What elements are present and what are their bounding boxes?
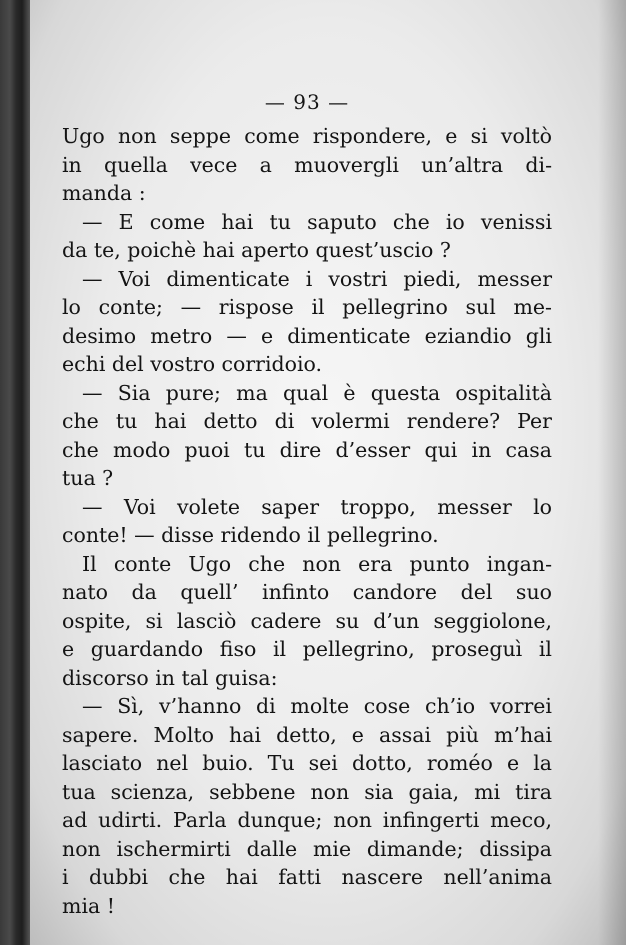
text-line: — Sia pure; ma qual è questa ospitalità: [82, 380, 552, 405]
text-line: che tu hai detto di volermi rendere? Per: [62, 409, 552, 433]
text-line: in quella vece a muovergli un’altra di-: [62, 152, 552, 177]
page-number: — 93 —: [264, 90, 350, 114]
text-line: lo conte; — rispose il pellegrino sul me-: [62, 295, 552, 319]
text-line: sapere. Molto hai detto, e assai più m’hai: [62, 722, 552, 747]
text-line: che modo puoi tu dire d’esser qui in casa: [62, 437, 552, 462]
text-line: ad udirti. Parla dunque; non infingerti meco,: [62, 808, 552, 832]
text-line: non ischermirti dalle mie dimande; dissipa: [62, 836, 552, 861]
text-line: — Sì, v’hanno di molte cose ch’io vorrei: [82, 694, 552, 718]
text-line: Il conte Ugo che non era punto ingan-: [82, 551, 552, 576]
page-text-block: [62, 88, 552, 920]
book-spine-edge: [0, 0, 30, 945]
text-line: tua scienza, sebbene non sia gaia, mi tira: [62, 779, 552, 804]
text-line: desimo metro — e dimenticate eziandio gli: [62, 323, 552, 348]
text-line: echi del vostro corridoio.: [62, 352, 323, 376]
text-line: nato da quell’ infinto candore del suo: [62, 580, 552, 604]
text-line: mia !: [62, 893, 115, 918]
text-line: ospite, si lasciò cadere su d’un seggiolone,: [62, 608, 552, 633]
text-line: lasciato nel buio. Tu sei dotto, roméo e la: [62, 751, 552, 775]
text-line: — Voi volete saper troppo, messer lo: [82, 494, 552, 519]
text-line: — Voi dimenticate i vostri piedi, messer: [82, 266, 552, 291]
body-text: [62, 122, 552, 920]
text-line: Ugo non seppe come rispondere, e si voltò: [62, 124, 552, 148]
text-line: da te, poichè hai aperto quest’uscio ?: [62, 238, 451, 262]
text-line: — E come hai tu saputo che io venissi: [82, 209, 552, 234]
text-line: manda :: [62, 181, 146, 205]
text-line: conte! — disse ridendo il pellegrino.: [62, 523, 439, 547]
text-line: discorso in tal guisa:: [62, 665, 278, 690]
page-paper: [30, 0, 626, 945]
text-line: tua ?: [62, 466, 114, 490]
text-line: e guardando fiso il pellegrino, proseguì il: [62, 637, 552, 661]
text-line: i dubbi che hai fatti nascere nell’anima: [62, 865, 552, 889]
